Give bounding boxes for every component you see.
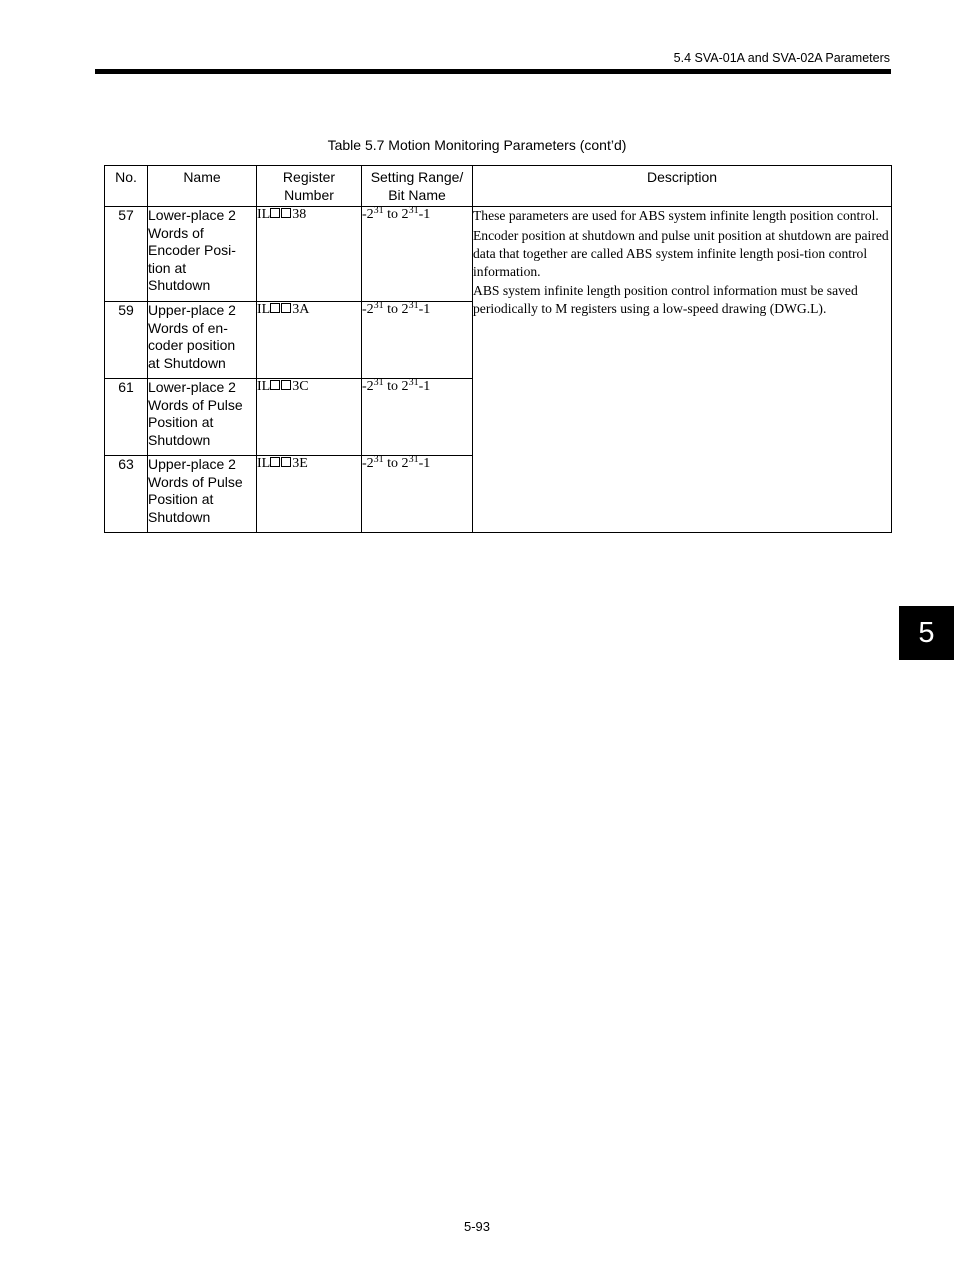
row-range xyxy=(362,456,473,533)
range-part: -2 xyxy=(362,379,374,394)
range-exponent: 31 xyxy=(373,205,384,216)
row-range xyxy=(362,379,473,456)
name-line: Shutdown xyxy=(148,431,211,448)
range-exponent: 31 xyxy=(408,205,419,216)
register-suffix: 3E xyxy=(292,456,308,471)
range-exponent: 31 xyxy=(408,300,419,311)
range-exponent: 31 xyxy=(373,300,384,311)
range-part: to 2 xyxy=(383,207,409,222)
range-part: -2 xyxy=(362,207,374,222)
placeholder-box-icon xyxy=(281,380,291,390)
name-line: Lower-place 2 xyxy=(148,207,236,223)
row-description xyxy=(473,207,892,533)
row-name xyxy=(148,456,257,533)
table-header-row xyxy=(105,166,892,207)
range-exponent: 31 xyxy=(408,377,419,388)
register-prefix: IL xyxy=(257,379,271,394)
col-header-range xyxy=(362,166,473,207)
range-part: to 2 xyxy=(383,302,409,317)
range-part: -1 xyxy=(418,302,431,317)
row-name xyxy=(148,207,257,302)
col-header-register xyxy=(257,166,362,207)
row-register xyxy=(257,456,362,533)
row-range xyxy=(362,302,473,379)
register-prefix: IL xyxy=(257,302,271,317)
range-part: -2 xyxy=(362,302,374,317)
name-line: Shutdown xyxy=(148,508,211,525)
name-line: coder position xyxy=(148,337,236,354)
description-paragraph: ABS system infinite length position control information must be saved periodically to M registers using a low-speed drawing (DWG.L). xyxy=(473,283,858,316)
col-header-name: Name xyxy=(148,166,257,207)
motion-monitoring-parameters-table xyxy=(104,165,892,533)
name-line: Position at xyxy=(148,414,214,431)
table-row xyxy=(105,207,892,302)
col-header-range-line1: Setting Range/ xyxy=(370,169,464,185)
placeholder-box-icon xyxy=(270,303,280,313)
col-header-description: Description xyxy=(473,166,892,207)
name-line: Shutdown xyxy=(148,277,211,294)
placeholder-box-icon xyxy=(281,303,291,313)
name-line: Words of xyxy=(148,224,204,241)
row-no: 63 xyxy=(105,456,148,533)
name-line: Position at xyxy=(148,491,214,508)
register-prefix: IL xyxy=(257,456,271,471)
row-register xyxy=(257,302,362,379)
col-header-register-line1: Register xyxy=(282,169,336,185)
name-line: Words of en- xyxy=(148,319,228,336)
name-line: Encoder Posi- xyxy=(148,242,236,259)
name-line: Upper-place 2 xyxy=(148,302,236,318)
range-part: -1 xyxy=(418,456,431,471)
placeholder-box-icon xyxy=(270,457,280,467)
range-exponent: 31 xyxy=(373,377,384,388)
description-paragraph: Encoder position at shutdown and pulse unit position at shutdown are paired data that together are called ABS system infinite length posi-tion control information. xyxy=(473,227,889,279)
name-line: at Shutdown xyxy=(148,354,226,371)
row-name xyxy=(148,302,257,379)
range-part: -2 xyxy=(362,456,374,471)
name-line: Words of Pulse xyxy=(148,396,243,413)
col-header-no: No. xyxy=(105,166,148,207)
col-header-register-line2: Number xyxy=(284,187,334,203)
placeholder-box-icon xyxy=(270,208,280,218)
name-line: Upper-place 2 xyxy=(148,456,236,472)
placeholder-box-icon xyxy=(281,457,291,467)
range-exponent: 31 xyxy=(408,454,419,465)
register-prefix: IL xyxy=(257,207,271,222)
description-paragraph: These parameters are used for ABS system infinite length position control. xyxy=(473,208,879,223)
name-line: Words of Pulse xyxy=(148,473,243,490)
page-number: 5-93 xyxy=(463,1219,491,1234)
register-suffix: 3C xyxy=(292,379,309,394)
range-part: -1 xyxy=(418,379,431,394)
range-exponent: 31 xyxy=(373,454,384,465)
row-no: 61 xyxy=(105,379,148,456)
placeholder-box-icon xyxy=(281,208,291,218)
header-rule xyxy=(95,69,891,74)
register-suffix: 38 xyxy=(292,207,307,222)
row-range xyxy=(362,207,473,302)
row-name xyxy=(148,379,257,456)
name-line: Lower-place 2 xyxy=(148,379,236,395)
range-part: -1 xyxy=(418,207,431,222)
running-header: 5.4 SVA-01A and SVA-02A Parameters xyxy=(673,51,890,65)
range-part: to 2 xyxy=(383,456,409,471)
row-register xyxy=(257,379,362,456)
name-line: tion at xyxy=(148,259,187,276)
chapter-tab: 5 xyxy=(899,606,954,660)
row-no: 57 xyxy=(105,207,148,302)
register-suffix: 3A xyxy=(292,302,310,317)
range-part: to 2 xyxy=(383,379,409,394)
row-register xyxy=(257,207,362,302)
placeholder-box-icon xyxy=(270,380,280,390)
row-no: 59 xyxy=(105,302,148,379)
col-header-range-line2: Bit Name xyxy=(388,187,446,203)
table-caption: Table 5.7 Motion Monitoring Parameters (cont’d) xyxy=(327,137,627,153)
